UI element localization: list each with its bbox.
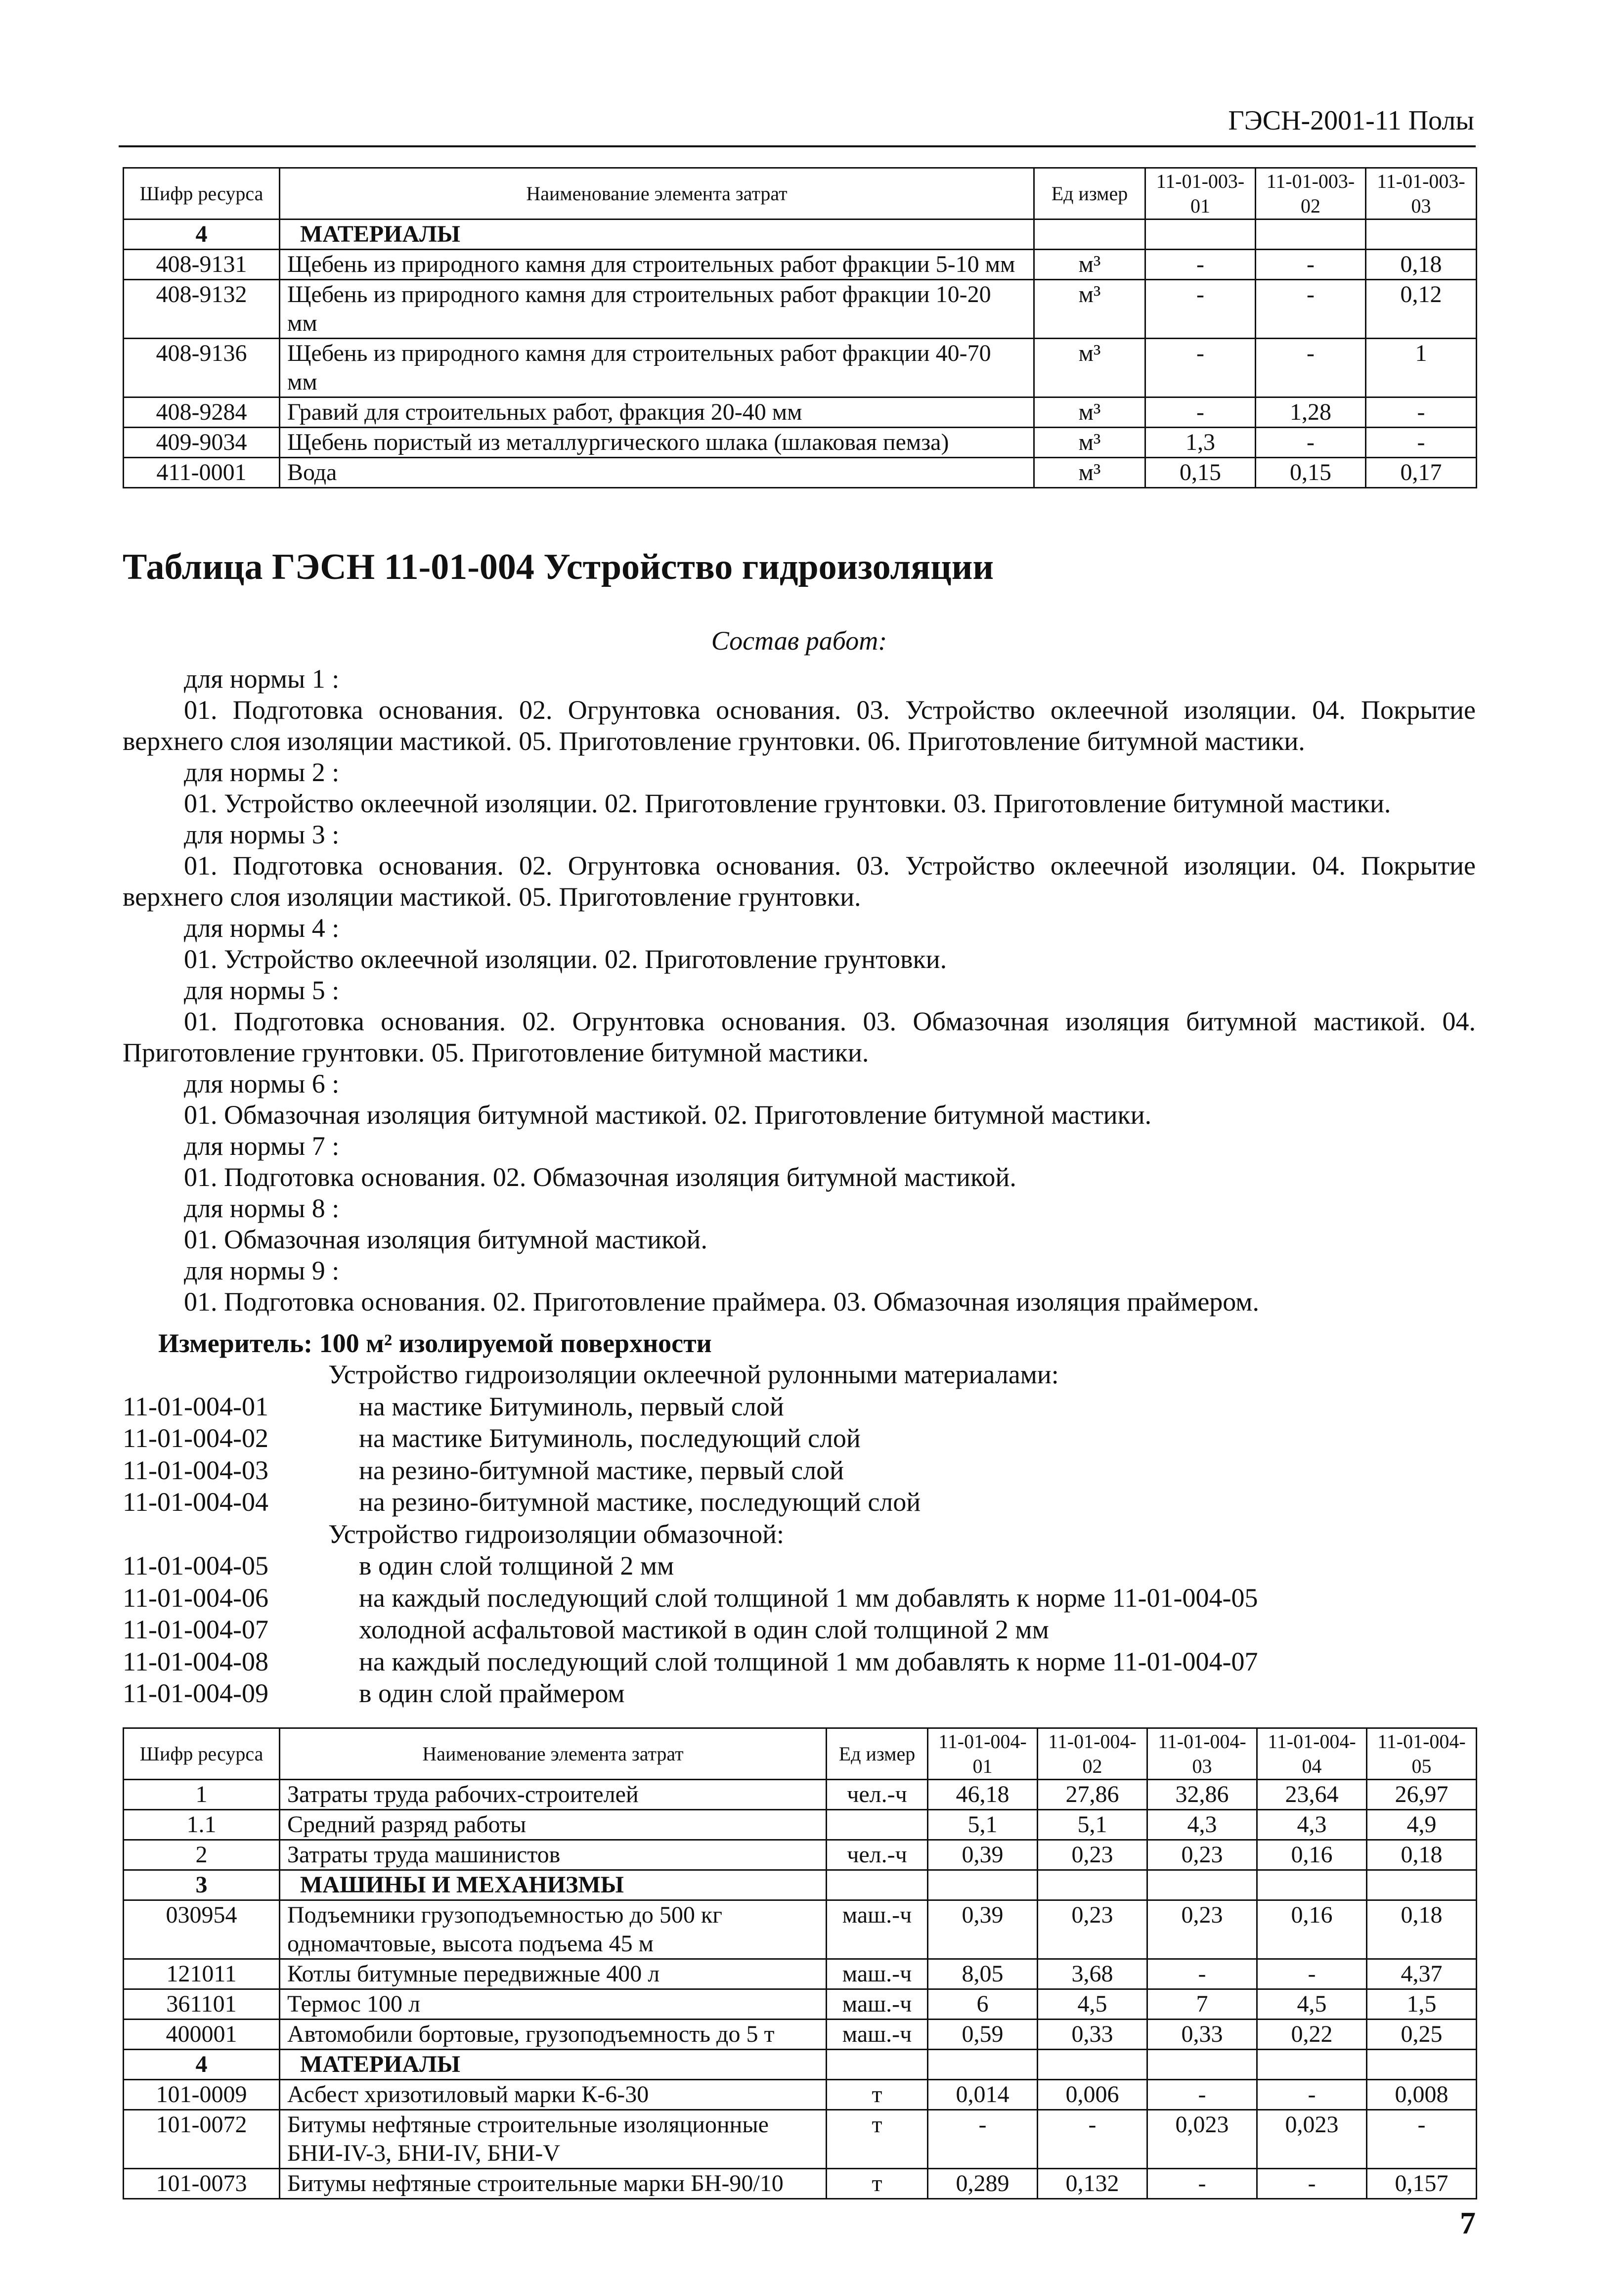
table-row — [124, 339, 1477, 397]
value-cell: 4,3 — [1257, 1810, 1367, 1840]
value-cell: 0,15 — [1256, 458, 1366, 488]
col-header-name: Наименование элемента затрат — [280, 1728, 827, 1780]
norm-label: для нормы 5 : — [184, 975, 340, 1005]
unit: т — [827, 2169, 928, 2199]
variant-text: холодной асфальтовой мастикой в один слой толщиной 2 мм — [359, 1615, 1049, 1644]
value-cell: 46,18 — [928, 1780, 1038, 1810]
unit: м³ — [1034, 339, 1145, 397]
value-cell: - — [1038, 2110, 1147, 2169]
resource-code: 361101 — [124, 1989, 280, 2020]
table-row — [124, 1959, 1477, 1989]
col-header-code: Шифр ресурса — [124, 1728, 280, 1780]
col-header-name: Наименование элемента затрат — [280, 168, 1034, 220]
variant-row — [123, 1486, 1476, 1518]
norm-label: для нормы 8 : — [184, 1193, 340, 1223]
table-header-row — [124, 168, 1477, 220]
col-header-norm: 11-01-004-03 — [1147, 1728, 1257, 1780]
value-cell: - — [1256, 339, 1366, 397]
resource-name: Битумы нефтяные строительные марки БН-90/10 — [280, 2169, 827, 2199]
variant-code: 11-01-004-07 — [123, 1615, 268, 1644]
resource-code: 121011 — [124, 1959, 280, 1989]
value-cell: 0,23 — [1147, 1900, 1257, 1959]
resource-name: Затраты труда рабочих-строителей — [280, 1780, 827, 1810]
value-cell: - — [1145, 339, 1256, 397]
resource-name: Автомобили бортовые, грузоподъемность до 5 т — [280, 2020, 827, 2050]
value-cell: 5,1 — [928, 1810, 1038, 1840]
value-cell — [1145, 220, 1256, 250]
value-cell: 4,3 — [1147, 1810, 1257, 1840]
resource-code: 4 — [124, 220, 280, 250]
value-cell: 0,289 — [928, 2169, 1038, 2199]
value-cell: 6 — [928, 1989, 1038, 2020]
value-cell: - — [1145, 280, 1256, 339]
norm-label: для нормы 1 : — [184, 664, 340, 694]
col-header-norm: 11-01-004-02 — [1038, 1728, 1147, 1780]
running-header: ГЭСН-2001-11 Полы — [1228, 105, 1474, 136]
resource-name: Щебень пористый из металлургического шлака (шлаковая пемза) — [280, 428, 1034, 458]
col-header-code: Шифр ресурса — [124, 168, 280, 220]
col-header-norm: 11-01-003-03 — [1366, 168, 1477, 220]
value-cell: - — [1256, 280, 1366, 339]
variant-text: на каждый последующий слой толщиной 1 мм добавлять к норме 11-01-004-05 — [359, 1582, 1258, 1613]
table-row — [124, 1989, 1477, 2020]
value-cell: 0,23 — [1038, 1840, 1147, 1870]
resource-code: 101-0073 — [124, 2169, 280, 2199]
value-cell: 0,006 — [1038, 2080, 1147, 2110]
variant-row — [123, 1422, 1476, 1454]
value-cell — [1257, 2050, 1367, 2080]
value-cell: 0,023 — [1147, 2110, 1257, 2169]
value-cell — [1366, 220, 1477, 250]
page-number: 7 — [1460, 2205, 1476, 2241]
variant-text: на мастике Битуминоль, последующий слой — [359, 1423, 861, 1453]
variant-code: 11-01-004-04 — [123, 1487, 268, 1517]
resource-code: 1 — [124, 1780, 280, 1810]
norm-text: 01. Подготовка основания. 02. Огрунтовка основания. 03. Устройство оклеечной изоляции. 04. Покрытие верхнего слоя изоляции мастикой. 05. Приготовление грунтовки. — [123, 851, 1476, 912]
value-cell: 1,3 — [1145, 428, 1256, 458]
value-cell: 0,23 — [1038, 1900, 1147, 1959]
value-cell: 3,68 — [1038, 1959, 1147, 1989]
value-cell — [928, 2050, 1038, 2080]
value-cell: 0,33 — [1038, 2020, 1147, 2050]
header-rule — [119, 145, 1476, 147]
unit: м³ — [1034, 250, 1145, 280]
norm-text: 01. Подготовка основания. 02. Приготовление праймера. 03. Обмазочная изоляция праймером. — [184, 1287, 1259, 1317]
col-header-norm: 11-01-004-05 — [1367, 1728, 1477, 1780]
value-cell: 23,64 — [1257, 1780, 1367, 1810]
variant-text: на каждый последующий слой толщиной 1 мм добавлять к норме 11-01-004-07 — [359, 1646, 1258, 1676]
value-cell: - — [1257, 2169, 1367, 2199]
variant-group-heading: Устройство гидроизоляции оклеечной рулонными материалами: — [328, 1360, 1059, 1389]
value-cell: 1 — [1366, 339, 1477, 397]
value-cell: 0,23 — [1147, 1840, 1257, 1870]
resource-code: 101-0072 — [124, 2110, 280, 2169]
norm-text: 01. Подготовка основания. 02. Обмазочная изоляция битумной мастикой. — [184, 1162, 1016, 1192]
value-cell — [1038, 1870, 1147, 1900]
resource-name: Щебень из природного камня для строительных работ фракции 10-20 мм — [280, 280, 1034, 339]
resource-name: Термос 100 л — [280, 1989, 827, 2020]
norm-text: 01. Обмазочная изоляция битумной мастикой. 02. Приготовление битумной мастики. — [184, 1100, 1152, 1130]
value-cell: 0,12 — [1366, 280, 1477, 339]
table-header-row — [124, 1728, 1477, 1780]
col-header-norm: 11-01-004-04 — [1257, 1728, 1367, 1780]
norm-label: для нормы 3 : — [184, 820, 340, 849]
resource-code: 4 — [124, 2050, 280, 2080]
value-cell: 0,014 — [928, 2080, 1038, 2110]
value-cell — [1257, 1870, 1367, 1900]
variant-code: 11-01-004-09 — [123, 1678, 268, 1708]
value-cell — [1256, 220, 1366, 250]
resource-table-003 — [123, 167, 1477, 488]
table-row — [124, 1870, 1477, 1900]
value-cell: 4,5 — [1257, 1989, 1367, 2020]
value-cell: 4,37 — [1367, 1959, 1477, 1989]
unit: м³ — [1034, 428, 1145, 458]
value-cell: - — [1147, 2169, 1257, 2199]
value-cell: 0,33 — [1147, 2020, 1257, 2050]
unit — [827, 1810, 928, 1840]
value-cell — [1038, 2050, 1147, 2080]
value-cell: 5,1 — [1038, 1810, 1147, 1840]
value-cell: 0,16 — [1257, 1900, 1367, 1959]
unit: маш.-ч — [827, 1989, 928, 2020]
table-row — [124, 1810, 1477, 1840]
section-heading: МАШИНЫ И МЕХАНИЗМЫ — [280, 1870, 827, 1900]
norm-label: для нормы 9 : — [184, 1256, 340, 1285]
unit: т — [827, 2110, 928, 2169]
unit: чел.-ч — [827, 1780, 928, 1810]
value-cell: 8,05 — [928, 1959, 1038, 1989]
table-row — [124, 397, 1477, 428]
table-row — [124, 2020, 1477, 2050]
unit: маш.-ч — [827, 1959, 928, 1989]
value-cell — [928, 1870, 1038, 1900]
resource-code: 409-9034 — [124, 428, 280, 458]
resource-code: 408-9284 — [124, 397, 280, 428]
variant-text: в один слой толщиной 2 мм — [359, 1551, 674, 1581]
value-cell: 0,39 — [928, 1840, 1038, 1870]
unit: м³ — [1034, 280, 1145, 339]
norm-text: 01. Подготовка основания. 02. Огрунтовка основания. 03. Устройство оклеечной изоляции. 04. Покрытие верхнего слоя изоляции мастикой. 05. Приготовление грунтовки. 06. Приготовление битумной мастики. — [123, 695, 1476, 756]
table-row — [124, 1780, 1477, 1810]
meter-line: Измеритель: 100 м² изолируемой поверхности — [158, 1328, 712, 1358]
col-header-unit: Ед измер — [1034, 168, 1145, 220]
unit: чел.-ч — [827, 1840, 928, 1870]
table-row — [124, 1900, 1477, 1959]
value-cell: 0,132 — [1038, 2169, 1147, 2199]
variant-text: на мастике Битуминоль, первый слой — [359, 1391, 784, 1421]
norm-label: для нормы 2 : — [184, 757, 340, 787]
value-cell: 4,5 — [1038, 1989, 1147, 2020]
norm-text: 01. Подготовка основания. 02. Огрунтовка основания. 03. Обмазочная изоляция битумной мастикой. 04. Приготовление грунтовки. 05. Приготовление битумной мастики. — [123, 1007, 1476, 1067]
value-cell — [1367, 1870, 1477, 1900]
resource-name: Подъемники грузоподъемностью до 500 кг одномачтовые, высота подъема 45 м — [280, 1900, 827, 1959]
col-header-norm: 11-01-003-01 — [1145, 168, 1256, 220]
table-row — [124, 2080, 1477, 2110]
value-cell: 0,008 — [1367, 2080, 1477, 2110]
value-cell: 0,157 — [1367, 2169, 1477, 2199]
resource-code: 408-9131 — [124, 250, 280, 280]
resource-table-004 — [123, 1727, 1477, 2199]
resource-code: 411-0001 — [124, 458, 280, 488]
resource-code: 3 — [124, 1870, 280, 1900]
resource-code: 1.1 — [124, 1810, 280, 1840]
value-cell: - — [1257, 1959, 1367, 1989]
value-cell: 27,86 — [1038, 1780, 1147, 1810]
value-cell: 0,18 — [1366, 250, 1477, 280]
resource-name: Вода — [280, 458, 1034, 488]
variant-row — [123, 1677, 1476, 1710]
section-title: Таблица ГЭСН 11-01-004 Устройство гидроизоляции — [123, 547, 994, 587]
variant-code: 11-01-004-02 — [123, 1423, 268, 1453]
value-cell: - — [1367, 2110, 1477, 2169]
section-heading: МАТЕРИАЛЫ — [280, 2050, 827, 2080]
variant-code: 11-01-004-03 — [123, 1455, 268, 1485]
value-cell: - — [1145, 250, 1256, 280]
norm-label: для нормы 4 : — [184, 913, 340, 943]
value-cell: - — [1145, 397, 1256, 428]
section-heading: МАТЕРИАЛЫ — [280, 220, 1034, 250]
variant-text: в один слой праймером — [359, 1678, 625, 1708]
resource-name: Котлы битумные передвижные 400 л — [280, 1959, 827, 1989]
variant-text: на резино-битумной мастике, последующий слой — [359, 1487, 921, 1517]
value-cell: 7 — [1147, 1989, 1257, 2020]
value-cell: 0,16 — [1257, 1840, 1367, 1870]
norm-text: 01. Устройство оклеечной изоляции. 02. Приготовление грунтовки. 03. Приготовление битумной мастики. — [184, 789, 1391, 818]
value-cell: 0,15 — [1145, 458, 1256, 488]
variant-code: 11-01-004-08 — [123, 1646, 268, 1676]
value-cell: - — [1256, 250, 1366, 280]
table-row — [124, 220, 1477, 250]
variant-row — [123, 1646, 1476, 1678]
unit — [1034, 220, 1145, 250]
value-cell — [1147, 1870, 1257, 1900]
value-cell: 0,39 — [928, 1900, 1038, 1959]
value-cell: 1,5 — [1367, 1989, 1477, 2020]
value-cell: - — [1366, 428, 1477, 458]
resource-code: 2 — [124, 1840, 280, 1870]
value-cell: 0,023 — [1257, 2110, 1367, 2169]
resource-name: Средний разряд работы — [280, 1810, 827, 1840]
value-cell: - — [1147, 1959, 1257, 1989]
norm-label: для нормы 7 : — [184, 1131, 340, 1161]
variant-code: 11-01-004-01 — [123, 1391, 268, 1421]
value-cell: - — [1366, 397, 1477, 428]
norm-label: для нормы 6 : — [184, 1069, 340, 1099]
resource-name: Щебень из природного камня для строительных работ фракции 40-70 мм — [280, 339, 1034, 397]
table-row — [124, 428, 1477, 458]
col-header-unit: Ед измер — [827, 1728, 928, 1780]
unit: маш.-ч — [827, 2020, 928, 2050]
norm-text: 01. Обмазочная изоляция битумной мастикой. — [184, 1225, 707, 1254]
resource-name: Затраты труда машинистов — [280, 1840, 827, 1870]
value-cell — [1147, 2050, 1257, 2080]
unit — [827, 1870, 928, 1900]
resource-code: 101-0009 — [124, 2080, 280, 2110]
variant-row — [123, 1582, 1476, 1614]
value-cell: 0,25 — [1367, 2020, 1477, 2050]
value-cell: 1,28 — [1256, 397, 1366, 428]
work-composition — [123, 625, 1476, 1318]
variant-group-heading: Устройство гидроизоляции обмазочной: — [328, 1519, 785, 1549]
resource-name: Щебень из природного камня для строительных работ фракции 5-10 мм — [280, 250, 1034, 280]
resource-code: 408-9136 — [124, 339, 280, 397]
value-cell: - — [1147, 2080, 1257, 2110]
resource-name: Гравий для строительных работ, фракция 20-40 мм — [280, 397, 1034, 428]
variant-text: на резино-битумной мастике, первый слой — [359, 1455, 844, 1485]
table-row — [124, 2169, 1477, 2199]
table-row — [124, 1840, 1477, 1870]
variant-row — [123, 1614, 1476, 1646]
resource-code: 030954 — [124, 1900, 280, 1959]
resource-name: Асбест хризотиловый марки К-6-30 — [280, 2080, 827, 2110]
value-cell — [1367, 2050, 1477, 2080]
unit: маш.-ч — [827, 1900, 928, 1959]
variant-code: 11-01-004-06 — [123, 1582, 268, 1613]
value-cell: - — [928, 2110, 1038, 2169]
variant-row — [123, 1454, 1476, 1487]
unit — [827, 2050, 928, 2080]
unit: т — [827, 2080, 928, 2110]
resource-code: 408-9132 — [124, 280, 280, 339]
value-cell: - — [1257, 2080, 1367, 2110]
norm-text: 01. Устройство оклеечной изоляции. 02. Приготовление грунтовки. — [184, 944, 947, 974]
value-cell: 0,17 — [1366, 458, 1477, 488]
value-cell: - — [1256, 428, 1366, 458]
table-row — [124, 280, 1477, 339]
variant-row — [123, 1550, 1476, 1582]
value-cell: 0,18 — [1367, 1840, 1477, 1870]
unit: м³ — [1034, 397, 1145, 428]
value-cell: 26,97 — [1367, 1780, 1477, 1810]
col-header-norm: 11-01-003-02 — [1256, 168, 1366, 220]
col-header-norm: 11-01-004-01 — [928, 1728, 1038, 1780]
unit: м³ — [1034, 458, 1145, 488]
value-cell: 0,22 — [1257, 2020, 1367, 2050]
value-cell: 0,59 — [928, 2020, 1038, 2050]
table-row — [124, 2110, 1477, 2169]
resource-code: 400001 — [124, 2020, 280, 2050]
table-row — [124, 250, 1477, 280]
norm-variants — [123, 1359, 1476, 1710]
composition-title: Состав работ: — [711, 626, 887, 656]
resource-name: Битумы нефтяные строительные изоляционные БНИ-IV-3, БНИ-IV, БНИ-V — [280, 2110, 827, 2169]
value-cell: 32,86 — [1147, 1780, 1257, 1810]
value-cell: 4,9 — [1367, 1810, 1477, 1840]
variant-code: 11-01-004-05 — [123, 1551, 268, 1581]
table-row — [124, 2050, 1477, 2080]
table-row — [124, 458, 1477, 488]
value-cell: 0,18 — [1367, 1900, 1477, 1959]
variant-row — [123, 1391, 1476, 1423]
